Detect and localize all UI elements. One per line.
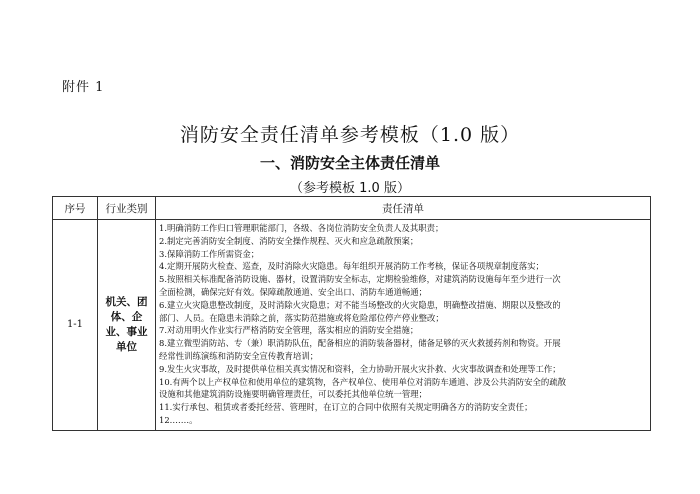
responsibility-line: 部门、人员。在隐患未消除之前，落实防范措施或将危险部位停产停业整改；: [159, 312, 444, 323]
table-row: [53, 220, 651, 431]
responsibility-line: 经常性训练演练和消防安全宣传教育培训；: [159, 350, 319, 361]
responsibility-line: 11.实行承包、租赁或者委托经营、管理时，在订立的合同中依照有关规定明确各方的消防安全责任；: [159, 402, 533, 413]
responsibility-line: 全面检测，确保完好有效。保障疏散通道、安全出口、消防车通道畅通；: [159, 286, 427, 297]
header-category: 行业类别: [98, 197, 156, 220]
responsibility-line: 7.对动用明火作业实行严格消防安全管理，落实相应的消防安全措施；: [159, 325, 419, 336]
document-title: 消防安全责任清单参考模板（1.0 版）: [179, 124, 521, 146]
attachment-label: 附件 1: [62, 80, 105, 95]
responsibility-line: 12.……。: [159, 414, 198, 425]
section-subtitle: 一、消防安全主体责任清单: [259, 154, 440, 172]
template-version-note: （参考模板 1.0 版）: [290, 181, 410, 196]
responsibility-line: 10.有两个以上产权单位和使用单位的建筑物，各产权单位、使用单位对消防车通道、涉及公共消防安全的疏散: [159, 376, 566, 387]
header-responsibilities: 责任清单: [156, 197, 651, 220]
responsibility-line: 8.建立微型消防站、专（兼）职消防队伍，配备相应的消防装备器材，储备足够的灭火救援药剂和物资。开展: [159, 338, 561, 349]
responsibility-table: [52, 196, 651, 431]
table-header-row: [53, 197, 651, 220]
responsibility-line: 3.保障消防工作所需资金；: [159, 248, 260, 259]
responsibility-line: 2.制定完善消防安全制度、消防安全操作规程、灭火和应急疏散预案；: [159, 235, 419, 246]
row-responsibilities: [156, 220, 651, 431]
responsibility-line: 4.定期开展防火检查、巡查，及时消除火灾隐患。每年组织开展消防工作考核，保证各项规章制度落实；: [159, 261, 544, 272]
responsibility-line: 5.按照相关标准配备消防设施、器材，设置消防安全标志，定期检验维修，对建筑消防设施每年至少进行一次: [159, 274, 561, 285]
row-category: 机关、团体、企业、事业单位: [98, 220, 156, 431]
responsibility-line: 9.发生火灾事故，及时提供单位相关真实情况和资料，全力协助开展火灾扑救、火灾事故调查和处理等工作；: [159, 363, 561, 374]
header-index: 序号: [53, 197, 98, 220]
responsibility-line: 设施和其他建筑消防设施要明确管理责任，可以委托其他单位统一管理；: [159, 389, 427, 400]
row-index: 1-1: [53, 220, 98, 431]
responsibility-line: 1.明确消防工作归口管理职能部门，各级、各岗位消防安全负责人及其职责；: [159, 223, 444, 233]
responsibility-line: 6.建立火灾隐患整改制度，及时消除火灾隐患；对不能当场整改的火灾隐患，明确整改措施、期限以及整改的: [159, 299, 561, 310]
